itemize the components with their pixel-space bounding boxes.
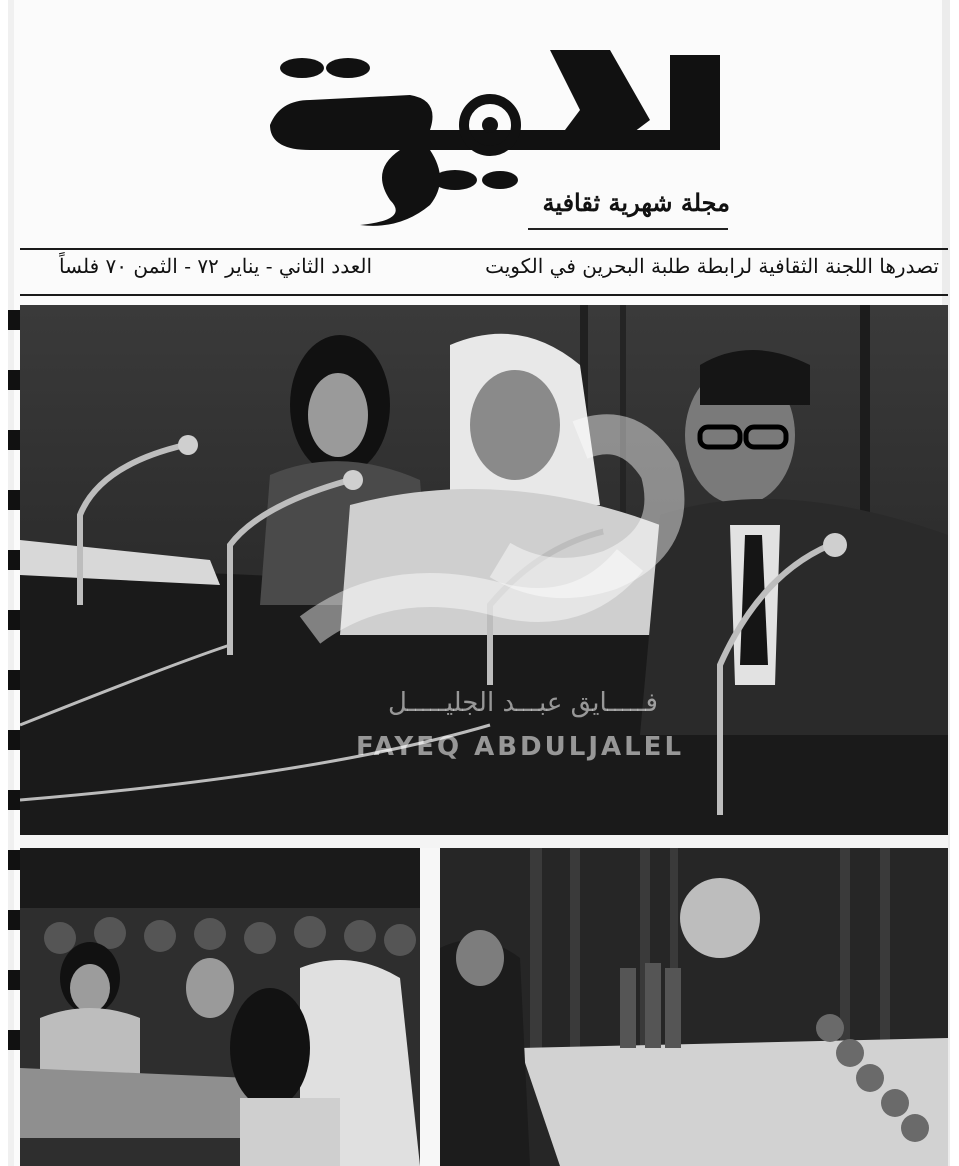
subtitle-underline [528, 228, 728, 230]
watermark-latin: FAYEQ ABDULJALEL [355, 732, 685, 762]
publisher-line: تصدرها اللجنة الثقافية لرابطة طلبة البحرين في الكويت [485, 254, 939, 278]
watermark-arabic: فـــــايق عبـــد الجليـــــل [388, 688, 658, 718]
info-strip-bottom-rule [20, 294, 948, 296]
photo-gutter-vertical [420, 848, 440, 1166]
issue-line: العدد الثاني - يناير ٧٢ - الثمن ٧٠ فلساً [59, 254, 372, 278]
stage-photo [440, 848, 948, 1166]
photo-gutter-horizontal [20, 835, 948, 848]
audience-photo [20, 848, 420, 1166]
info-strip-top-rule [20, 248, 948, 250]
masthead-subtitle: مجلة شهرية ثقافية [542, 188, 730, 217]
watermark-logo-mark [250, 400, 730, 680]
